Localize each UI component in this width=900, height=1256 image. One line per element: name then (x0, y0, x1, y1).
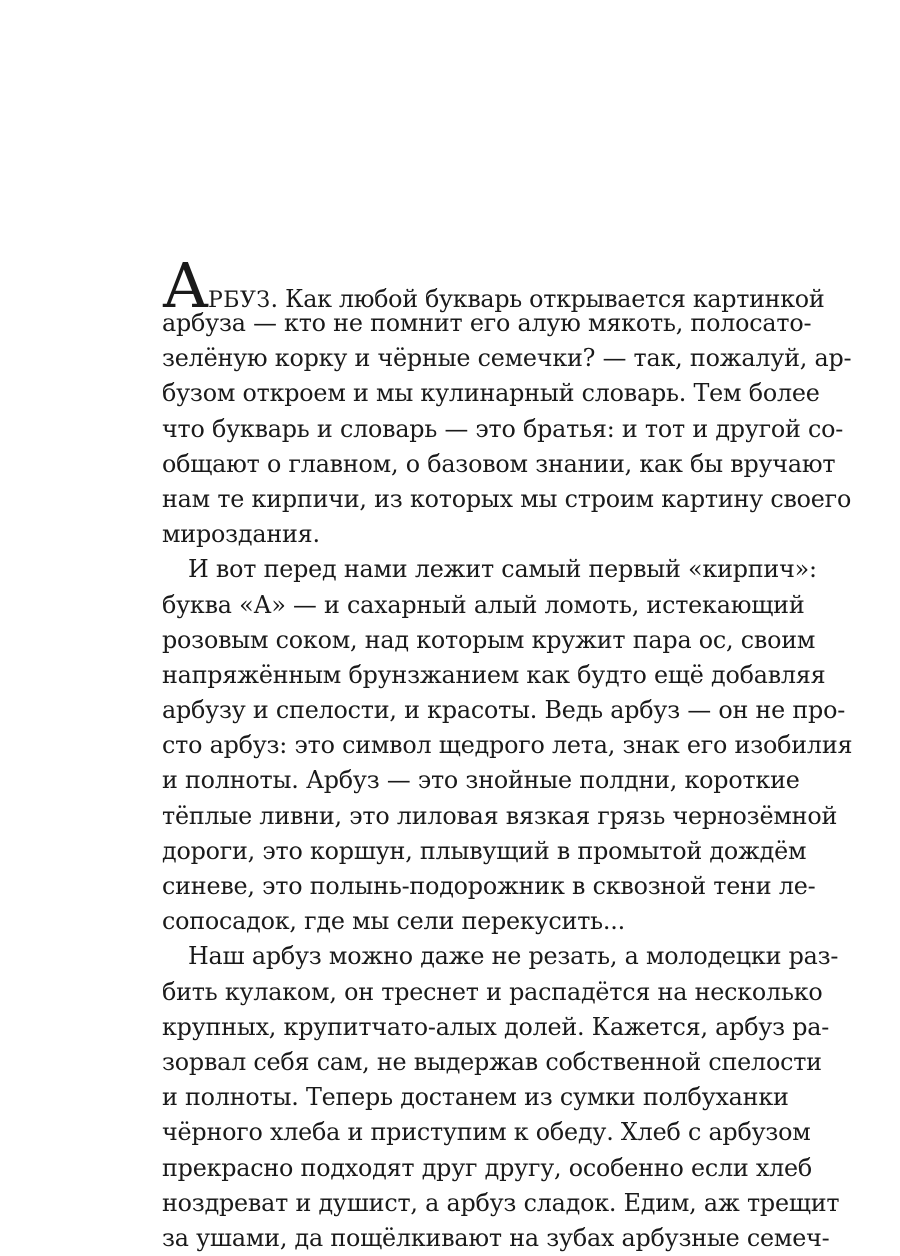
text-line: дороги, это коршун, плывущий в промытой дождём (162, 836, 807, 865)
text-line: напряжённым брунзжанием как будто ещё добавляя (162, 660, 826, 689)
text-line: нам те кирпичи, из которых мы строим картину своего (162, 484, 852, 513)
text-line: бить кулаком, он треснет и распадётся на несколько (162, 977, 823, 1006)
drop-cap: А (162, 249, 207, 322)
body-text (162, 249, 853, 1256)
text-line: и полноты. Арбуз — это знойные полдни, короткие (162, 766, 800, 795)
text-line: за ушами, да пощёлкивают на зубах арбузные семеч- (162, 1223, 830, 1252)
text-line: синеве, это полынь-подорожник в сквозной тени ле- (162, 872, 816, 900)
text-line: сопосадок, где мы сели перекусить... (162, 907, 626, 936)
paragraph-2 (162, 552, 853, 939)
text-line: общают о главном, о базовом знании, как бы вручают (162, 449, 836, 478)
paragraph-1 (162, 249, 852, 552)
paragraph-3 (162, 939, 840, 1256)
text-line: зорвал себя сам, не выдержав собственной спелости (162, 1047, 822, 1076)
first-line (162, 249, 825, 322)
text-line: арбузу и спелости, и красоты. Ведь арбуз — он не про- (162, 696, 846, 725)
text-line: И вот перед нами лежит самый первый «кирпич»: (188, 555, 817, 584)
text-line: зелёную корку и чёрные семечки? — так, пожалуй, ар- (162, 344, 852, 373)
text-line: арбуза — кто не помнит его алую мякоть, полосато- (162, 309, 812, 337)
text-line: мироздания. (162, 520, 320, 549)
text-line: и полноты. Теперь достанем из сумки полбуханки (162, 1083, 789, 1112)
first-line-rest: . Как любой букварь открывается картинкой (270, 285, 825, 313)
text-line: что букварь и словарь — это братья: и тот и другой со- (162, 414, 844, 443)
text-line: прекрасно подходят друг другу, особенно если хлеб (162, 1153, 813, 1182)
text-line: буква «А» — и сахарный алый ломоть, истекающий (162, 590, 805, 619)
text-line: ноздреват и душист, а арбуз сладок. Едим, аж трещит (162, 1188, 840, 1217)
first-word-smallcaps: РБУЗ (207, 288, 271, 313)
text-line: бузом откроем и мы кулинарный словарь. Тем более (162, 379, 820, 408)
text-line: тёплые ливни, это лиловая вязкая грязь чернозёмной (162, 801, 838, 830)
text-line: Наш арбуз можно даже не резать, а молодецки раз- (188, 942, 839, 971)
text-line: сто арбуз: это символ щедрого лета, знак его изобилия (162, 731, 853, 760)
text-line: крупных, крупитчато-алых долей. Кажется, арбуз ра- (162, 1012, 830, 1041)
text-line: розовым соком, над которым кружит пара ос, своим (162, 625, 816, 654)
text-line: чёрного хлеба и приступим к обеду. Хлеб с арбузом (162, 1118, 811, 1147)
